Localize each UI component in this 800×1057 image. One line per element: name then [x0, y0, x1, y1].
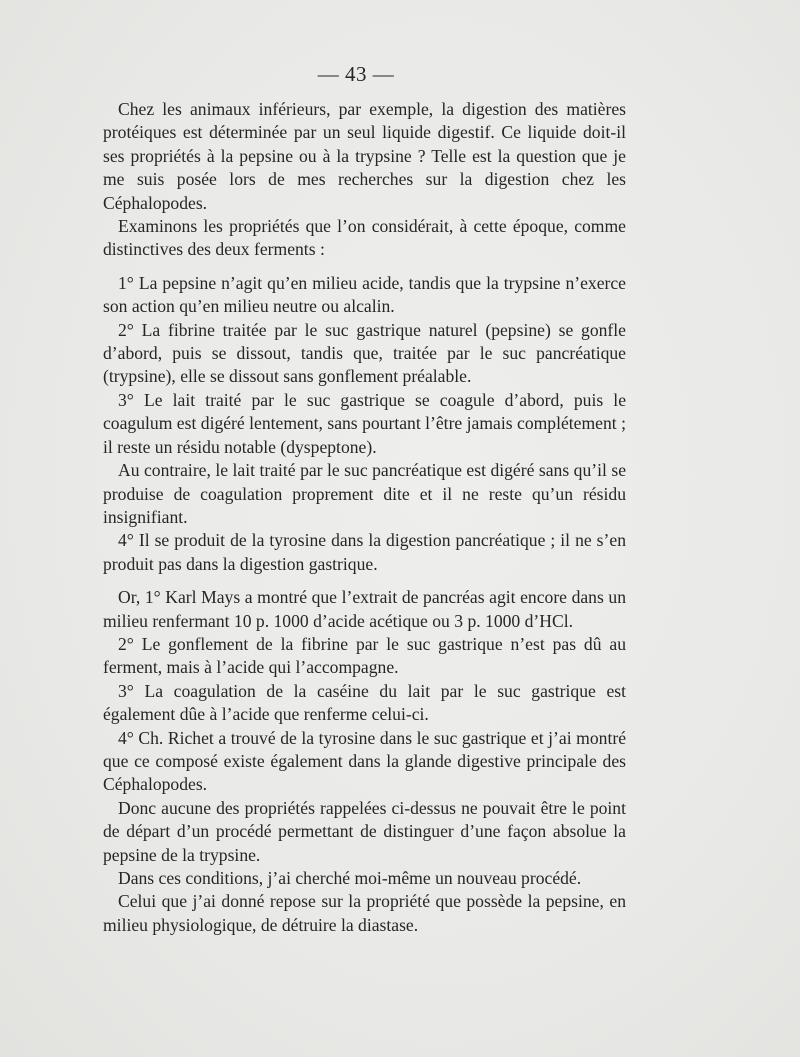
paragraph-conditions: Dans ces conditions, j’ai cherché moi-même un nouveau procédé. [118, 868, 582, 888]
paragraph-procede: Celui que j’ai donné repose sur la propriété que possède la pepsine, en milieu physiologique, de détruire la diastase. [103, 891, 626, 935]
paragraph-examinons: Examinons les propriétés que l’on considérait, à cette époque, comme distinctives des deux ferments : [103, 216, 626, 260]
paragraph-property-3: 3° Le lait traité par le suc gastrique se coagule d’abord, puis le coagulum est digéré lentement, sans pourtant l’être jamais complétement ; il reste un résidu notable (dyspeptone). [103, 389, 626, 457]
paragraph-property-4: 4° Il se produit de la tyrosine dans la digestion pancréatique ; il ne s’en produit pas dans la digestion gastrique. [103, 530, 626, 574]
paragraph-au-contraire: Au contraire, le lait traité par le suc pancréatique est digéré sans qu’il se produise de coagulation proprement dite et il ne reste qu’un résidu insignifiant. [103, 460, 626, 527]
paragraph-refutation-2: 2° Le gonflement de la fibrine par le suc gastrique n’est pas dû au ferment, mais à l’acide qui l’accompagne. [103, 633, 626, 678]
body-text [103, 98, 626, 937]
paragraph-property-2: 2° La fibrine traitée par le suc gastrique naturel (pepsine) se gonfle d’abord, puis se dissout, tandis que, traitée par le suc pancréatique (trypsine), elle se dissout sans gonflement préalable. [103, 319, 626, 387]
paragraph-refutation-1: Or, 1° Karl Mays a montré que l’extrait de pancréas agit encore dans un milieu renfermant 10 p. 1000 d’acide acétique ou 3 p. 1000 d’HCl. [103, 587, 626, 631]
paragraph-property-1: 1° La pepsine n’agit qu’en milieu acide, tandis que la trypsine n’exerce son action qu’en milieu neutre ou alcalin. [103, 272, 626, 317]
paragraph-intro: Chez les animaux inférieurs, par exemple, la digestion des matières protéiques est déterminée par un seul liquide digestif. Ce liquide doit-il ses propriétés à la pepsine ou à la trypsine ? Telle est la question que je me suis posée lors de mes recherches sur la digestion chez les Céphalopodes. [103, 99, 626, 213]
paragraph-refutation-3: 3° La coagulation de la caséine du lait par le suc gastrique est également dûe à l’acide que renferme celui-ci. [103, 680, 626, 725]
paragraph-donc: Donc aucune des propriétés rappelées ci-dessus ne pouvait être le point de départ d’un procédé permettant de distinguer d’une façon absolue la pepsine de la trypsine. [103, 797, 626, 865]
paragraph-refutation-4: 4° Ch. Richet a trouvé de la tyrosine dans le suc gastrique et j’ai montré que ce composé existe également dans la glande digestive principale des Céphalopodes. [103, 727, 626, 795]
page-number: — 43 — [317, 62, 395, 86]
